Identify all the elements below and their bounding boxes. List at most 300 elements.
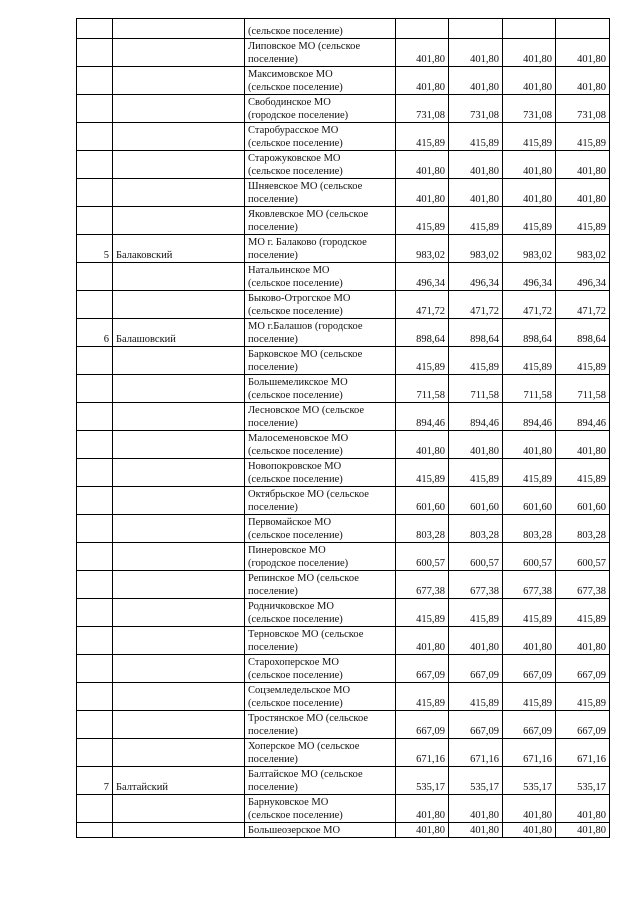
- district-name: [113, 291, 245, 319]
- tariff-value-2: 667,09: [449, 655, 503, 683]
- table-row: [77, 795, 610, 823]
- table-row: [77, 515, 610, 543]
- tariff-value-4: 401,80: [556, 627, 610, 655]
- row-number: [77, 571, 113, 599]
- tariff-value-3: 401,80: [503, 627, 556, 655]
- tariff-value-2: 535,17: [449, 767, 503, 795]
- municipality-name-line: поселение): [248, 726, 298, 737]
- municipality-name: [245, 179, 396, 207]
- tariff-value-4: 677,38: [556, 571, 610, 599]
- table-row: [77, 67, 610, 95]
- municipality-name-line: поселение): [248, 418, 298, 429]
- table-row: [77, 459, 610, 487]
- tariff-value-4: 600,57: [556, 543, 610, 571]
- municipality-name-line: Репинское МО (сельское: [248, 573, 359, 584]
- municipality-name: [245, 627, 396, 655]
- municipality-name-line: Терновское МО (сельское: [248, 629, 364, 640]
- row-number: 5: [77, 235, 113, 263]
- table-row: [77, 599, 610, 627]
- municipality-name: [245, 347, 396, 375]
- municipality-name-line: (сельское поселение): [248, 446, 343, 457]
- table-row: [77, 207, 610, 235]
- tariff-value-4: [556, 19, 610, 39]
- district-name: [113, 375, 245, 403]
- municipality-name-line: поселение): [248, 642, 298, 653]
- row-number: [77, 711, 113, 739]
- tariff-value-2: 415,89: [449, 347, 503, 375]
- district-name: [113, 599, 245, 627]
- tariff-value-2: 401,80: [449, 39, 503, 67]
- table-row: [77, 263, 610, 291]
- table-row: [77, 19, 610, 39]
- municipality-name-line: Старожуковское МО: [248, 153, 341, 164]
- municipality-name: [245, 655, 396, 683]
- row-number: [77, 823, 113, 838]
- tariff-value-1: 401,80: [396, 431, 449, 459]
- tariff-table: [76, 18, 610, 838]
- row-number: [77, 543, 113, 571]
- tariff-value-2: 731,08: [449, 95, 503, 123]
- row-number: [77, 599, 113, 627]
- tariff-value-3: 401,80: [503, 67, 556, 95]
- table-row: [77, 39, 610, 67]
- tariff-value-1: 401,80: [396, 151, 449, 179]
- table-body: [77, 19, 610, 838]
- tariff-value-1: 898,64: [396, 319, 449, 347]
- row-number: [77, 627, 113, 655]
- tariff-value-4: 667,09: [556, 655, 610, 683]
- district-name: Балтайский: [113, 767, 245, 795]
- table-row: [77, 571, 610, 599]
- municipality-name-line: (сельское поселение): [248, 698, 343, 709]
- municipality-name-line: (городское поселение): [248, 558, 349, 569]
- district-name: [113, 515, 245, 543]
- tariff-value-3: 415,89: [503, 347, 556, 375]
- tariff-value-1: 415,89: [396, 207, 449, 235]
- tariff-value-3: 600,57: [503, 543, 556, 571]
- tariff-value-1: 671,16: [396, 739, 449, 767]
- table-row: [77, 375, 610, 403]
- tariff-value-2: 415,89: [449, 459, 503, 487]
- tariff-value-2: 401,80: [449, 67, 503, 95]
- row-number: 6: [77, 319, 113, 347]
- tariff-value-3: 601,60: [503, 487, 556, 515]
- tariff-value-3: 667,09: [503, 655, 556, 683]
- tariff-value-1: 415,89: [396, 683, 449, 711]
- tariff-value-4: 401,80: [556, 39, 610, 67]
- municipality-name: [245, 375, 396, 403]
- tariff-value-1: 401,80: [396, 179, 449, 207]
- municipality-name-line: МО г.Балашов (городское: [248, 321, 363, 332]
- municipality-name: [245, 823, 396, 838]
- municipality-name: [245, 291, 396, 319]
- tariff-value-1: [396, 19, 449, 39]
- tariff-value-2: 671,16: [449, 739, 503, 767]
- tariff-value-1: 401,80: [396, 627, 449, 655]
- tariff-value-3: 415,89: [503, 599, 556, 627]
- table-row: [77, 487, 610, 515]
- row-number: [77, 487, 113, 515]
- municipality-name-line: Барковское МО (сельское: [248, 349, 363, 360]
- table-row: [77, 151, 610, 179]
- table-row: [77, 291, 610, 319]
- municipality-name: [245, 67, 396, 95]
- municipality-name: [245, 319, 396, 347]
- municipality-name-line: Соцземледельское МО: [248, 685, 351, 696]
- municipality-name-line: (сельское поселение): [248, 810, 343, 821]
- tariff-value-3: 401,80: [503, 39, 556, 67]
- tariff-value-4: 415,89: [556, 207, 610, 235]
- tariff-value-2: 401,80: [449, 795, 503, 823]
- tariff-value-1: 471,72: [396, 291, 449, 319]
- row-number: [77, 795, 113, 823]
- tariff-value-2: 600,57: [449, 543, 503, 571]
- district-name: [113, 543, 245, 571]
- tariff-value-4: 711,58: [556, 375, 610, 403]
- municipality-name-line: Балтайское МО (сельское: [248, 769, 363, 780]
- municipality-name-line: поселение): [248, 334, 298, 345]
- table-row: [77, 319, 610, 347]
- table-row: [77, 403, 610, 431]
- district-name: [113, 487, 245, 515]
- tariff-value-1: 415,89: [396, 599, 449, 627]
- municipality-name: [245, 19, 396, 39]
- row-number: [77, 179, 113, 207]
- tariff-value-3: 471,72: [503, 291, 556, 319]
- district-name: [113, 95, 245, 123]
- tariff-value-1: 401,80: [396, 823, 449, 838]
- municipality-name-line: Малосеменовское МО: [248, 433, 349, 444]
- district-name: [113, 123, 245, 151]
- tariff-value-3: 671,16: [503, 739, 556, 767]
- table-row: [77, 739, 610, 767]
- tariff-value-1: 667,09: [396, 711, 449, 739]
- tariff-value-3: 535,17: [503, 767, 556, 795]
- municipality-name-line: (сельское поселение): [248, 670, 343, 681]
- municipality-name: [245, 431, 396, 459]
- district-name: [113, 19, 245, 39]
- municipality-name: [245, 263, 396, 291]
- tariff-value-3: 401,80: [503, 431, 556, 459]
- municipality-name-line: Тростянское МО (сельское: [248, 713, 369, 724]
- tariff-value-4: 894,46: [556, 403, 610, 431]
- row-number: [77, 67, 113, 95]
- municipality-name-line: (сельское поселение): [248, 82, 343, 93]
- municipality-name: [245, 683, 396, 711]
- municipality-name-line: поселение): [248, 586, 298, 597]
- tariff-value-1: 401,80: [396, 795, 449, 823]
- municipality-name-line: (сельское поселение): [248, 614, 343, 625]
- municipality-name-line: (сельское поселение): [248, 306, 343, 317]
- municipality-name-line: МО г. Балаково (городское: [248, 237, 367, 248]
- tariff-value-4: 401,80: [556, 179, 610, 207]
- tariff-value-2: 601,60: [449, 487, 503, 515]
- tariff-value-2: 415,89: [449, 683, 503, 711]
- tariff-value-4: 535,17: [556, 767, 610, 795]
- row-number: [77, 151, 113, 179]
- row-number: [77, 459, 113, 487]
- table-row: [77, 431, 610, 459]
- table-row: [77, 627, 610, 655]
- row-number: [77, 655, 113, 683]
- municipality-name: [245, 39, 396, 67]
- tariff-value-1: 677,38: [396, 571, 449, 599]
- table-row: [77, 235, 610, 263]
- tariff-value-1: 401,80: [396, 39, 449, 67]
- municipality-name-line: Октябрьское МО (сельское: [248, 489, 369, 500]
- tariff-value-2: 401,80: [449, 431, 503, 459]
- row-number: [77, 683, 113, 711]
- row-number: [77, 95, 113, 123]
- municipality-name: [245, 207, 396, 235]
- tariff-value-4: 731,08: [556, 95, 610, 123]
- municipality-name-line: Большеозерское МО: [248, 825, 341, 836]
- district-name: [113, 739, 245, 767]
- municipality-name: [245, 767, 396, 795]
- district-name: [113, 263, 245, 291]
- municipality-name-line: поселение): [248, 782, 298, 793]
- row-number: [77, 403, 113, 431]
- district-name: [113, 711, 245, 739]
- municipality-name-line: Новопокровское МО: [248, 461, 342, 472]
- district-name: [113, 795, 245, 823]
- district-name: [113, 571, 245, 599]
- tariff-value-3: 415,89: [503, 683, 556, 711]
- municipality-name-line: Родничковское МО: [248, 601, 334, 612]
- district-name: [113, 151, 245, 179]
- municipality-name-line: поселение): [248, 754, 298, 765]
- tariff-value-3: 401,80: [503, 179, 556, 207]
- municipality-name-line: Шняевское МО (сельское: [248, 181, 363, 192]
- municipality-name: [245, 543, 396, 571]
- tariff-value-1: 535,17: [396, 767, 449, 795]
- tariff-value-1: 803,28: [396, 515, 449, 543]
- municipality-name: [245, 151, 396, 179]
- municipality-name: [245, 795, 396, 823]
- municipality-name-line: (сельское поселение): [248, 26, 343, 37]
- municipality-name-line: Яковлевское МО (сельское: [248, 209, 369, 220]
- row-number: [77, 207, 113, 235]
- municipality-name: [245, 599, 396, 627]
- municipality-name: [245, 403, 396, 431]
- table-row: [77, 655, 610, 683]
- tariff-value-4: 667,09: [556, 711, 610, 739]
- tariff-value-1: 731,08: [396, 95, 449, 123]
- tariff-value-4: 401,80: [556, 67, 610, 95]
- tariff-value-2: 415,89: [449, 207, 503, 235]
- row-number: [77, 515, 113, 543]
- district-name: [113, 683, 245, 711]
- municipality-name-line: (сельское поселение): [248, 278, 343, 289]
- municipality-name-line: Первомайское МО: [248, 517, 332, 528]
- district-name: [113, 207, 245, 235]
- tariff-value-4: 803,28: [556, 515, 610, 543]
- tariff-value-1: 983,02: [396, 235, 449, 263]
- row-number: [77, 19, 113, 39]
- tariff-value-2: 496,34: [449, 263, 503, 291]
- tariff-value-3: 401,80: [503, 795, 556, 823]
- municipality-name-line: Лесновское МО (сельское: [248, 405, 365, 416]
- tariff-value-2: 401,80: [449, 823, 503, 838]
- district-name: Балашовский: [113, 319, 245, 347]
- tariff-value-4: 983,02: [556, 235, 610, 263]
- municipality-name-line: поселение): [248, 194, 298, 205]
- tariff-value-3: 415,89: [503, 123, 556, 151]
- municipality-name-line: (сельское поселение): [248, 474, 343, 485]
- tariff-value-1: 667,09: [396, 655, 449, 683]
- tariff-value-1: 401,80: [396, 67, 449, 95]
- municipality-name-line: Хоперское МО (сельское: [248, 741, 360, 752]
- tariff-value-3: 401,80: [503, 151, 556, 179]
- tariff-value-4: 401,80: [556, 795, 610, 823]
- tariff-value-3: 898,64: [503, 319, 556, 347]
- municipality-name: [245, 515, 396, 543]
- tariff-value-3: 983,02: [503, 235, 556, 263]
- row-number: [77, 39, 113, 67]
- row-number: [77, 375, 113, 403]
- district-name: [113, 347, 245, 375]
- tariff-value-4: 401,80: [556, 151, 610, 179]
- municipality-name-line: Свободинское МО: [248, 97, 331, 108]
- district-name: [113, 823, 245, 838]
- municipality-name-line: Максимовское МО: [248, 69, 333, 80]
- municipality-name: [245, 487, 396, 515]
- tariff-value-2: [449, 19, 503, 39]
- tariff-value-2: 471,72: [449, 291, 503, 319]
- municipality-name: [245, 123, 396, 151]
- tariff-value-4: 415,89: [556, 459, 610, 487]
- table-row: [77, 823, 610, 838]
- district-name: [113, 67, 245, 95]
- tariff-value-3: [503, 19, 556, 39]
- municipality-name-line: Старобурасское МО: [248, 125, 339, 136]
- tariff-value-4: 415,89: [556, 599, 610, 627]
- tariff-value-3: 677,38: [503, 571, 556, 599]
- municipality-name-line: поселение): [248, 250, 298, 261]
- municipality-name-line: поселение): [248, 502, 298, 513]
- municipality-name-line: Липовское МО (сельское: [248, 41, 361, 52]
- municipality-name-line: (сельское поселение): [248, 166, 343, 177]
- row-number: [77, 739, 113, 767]
- municipality-name: [245, 711, 396, 739]
- row-number: [77, 431, 113, 459]
- tariff-value-2: 401,80: [449, 151, 503, 179]
- row-number: [77, 347, 113, 375]
- tariff-value-1: 415,89: [396, 123, 449, 151]
- table-row: [77, 179, 610, 207]
- municipality-name-line: (сельское поселение): [248, 390, 343, 401]
- tariff-value-2: 983,02: [449, 235, 503, 263]
- tariff-value-3: 803,28: [503, 515, 556, 543]
- municipality-name: [245, 235, 396, 263]
- municipality-name-line: (сельское поселение): [248, 530, 343, 541]
- tariff-value-4: 415,89: [556, 123, 610, 151]
- municipality-name-line: Старохоперское МО: [248, 657, 339, 668]
- tariff-value-1: 711,58: [396, 375, 449, 403]
- municipality-name: [245, 571, 396, 599]
- municipality-name: [245, 95, 396, 123]
- row-number: 7: [77, 767, 113, 795]
- tariff-value-1: 601,60: [396, 487, 449, 515]
- row-number: [77, 263, 113, 291]
- tariff-value-3: 415,89: [503, 459, 556, 487]
- municipality-name-line: Натальинское МО: [248, 265, 330, 276]
- row-number: [77, 291, 113, 319]
- table-row: [77, 711, 610, 739]
- tariff-value-2: 898,64: [449, 319, 503, 347]
- municipality-name-line: поселение): [248, 362, 298, 373]
- municipality-name-line: (сельское поселение): [248, 138, 343, 149]
- district-name: [113, 431, 245, 459]
- tariff-value-3: 894,46: [503, 403, 556, 431]
- tariff-value-2: 415,89: [449, 123, 503, 151]
- district-name: [113, 459, 245, 487]
- municipality-name: [245, 459, 396, 487]
- tariff-value-4: 415,89: [556, 347, 610, 375]
- municipality-name: [245, 739, 396, 767]
- tariff-value-2: 711,58: [449, 375, 503, 403]
- tariff-value-3: 415,89: [503, 207, 556, 235]
- district-name: Балаковский: [113, 235, 245, 263]
- municipality-name-line: Быково-Отрогское МО: [248, 293, 351, 304]
- tariff-value-2: 894,46: [449, 403, 503, 431]
- tariff-value-2: 401,80: [449, 179, 503, 207]
- district-name: [113, 179, 245, 207]
- tariff-value-4: 471,72: [556, 291, 610, 319]
- municipality-name-line: поселение): [248, 54, 298, 65]
- table-row: [77, 95, 610, 123]
- tariff-value-4: 898,64: [556, 319, 610, 347]
- tariff-value-3: 667,09: [503, 711, 556, 739]
- tariff-value-1: 415,89: [396, 459, 449, 487]
- tariff-value-2: 401,80: [449, 627, 503, 655]
- municipality-name-line: Барнуковское МО: [248, 797, 329, 808]
- tariff-value-1: 894,46: [396, 403, 449, 431]
- tariff-value-1: 415,89: [396, 347, 449, 375]
- tariff-value-4: 401,80: [556, 431, 610, 459]
- table-row: [77, 543, 610, 571]
- municipality-name-line: Пинеровское МО: [248, 545, 326, 556]
- municipality-name-line: (городское поселение): [248, 110, 349, 121]
- district-name: [113, 403, 245, 431]
- district-name: [113, 627, 245, 655]
- district-name: [113, 655, 245, 683]
- table-row: [77, 767, 610, 795]
- tariff-value-3: 731,08: [503, 95, 556, 123]
- district-name: [113, 39, 245, 67]
- table-row: [77, 347, 610, 375]
- tariff-value-3: 496,34: [503, 263, 556, 291]
- tariff-value-2: 803,28: [449, 515, 503, 543]
- tariff-value-2: 667,09: [449, 711, 503, 739]
- tariff-value-4: 671,16: [556, 739, 610, 767]
- table-row: [77, 123, 610, 151]
- row-number: [77, 123, 113, 151]
- table-row: [77, 683, 610, 711]
- tariff-value-1: 496,34: [396, 263, 449, 291]
- tariff-value-4: 415,89: [556, 683, 610, 711]
- tariff-value-4: 401,80: [556, 823, 610, 838]
- tariff-value-3: 711,58: [503, 375, 556, 403]
- tariff-value-2: 677,38: [449, 571, 503, 599]
- municipality-name-line: Большемеликское МО: [248, 377, 348, 388]
- municipality-name-line: поселение): [248, 222, 298, 233]
- tariff-value-4: 496,34: [556, 263, 610, 291]
- tariff-value-3: 401,80: [503, 823, 556, 838]
- tariff-value-4: 601,60: [556, 487, 610, 515]
- tariff-value-1: 600,57: [396, 543, 449, 571]
- tariff-value-2: 415,89: [449, 599, 503, 627]
